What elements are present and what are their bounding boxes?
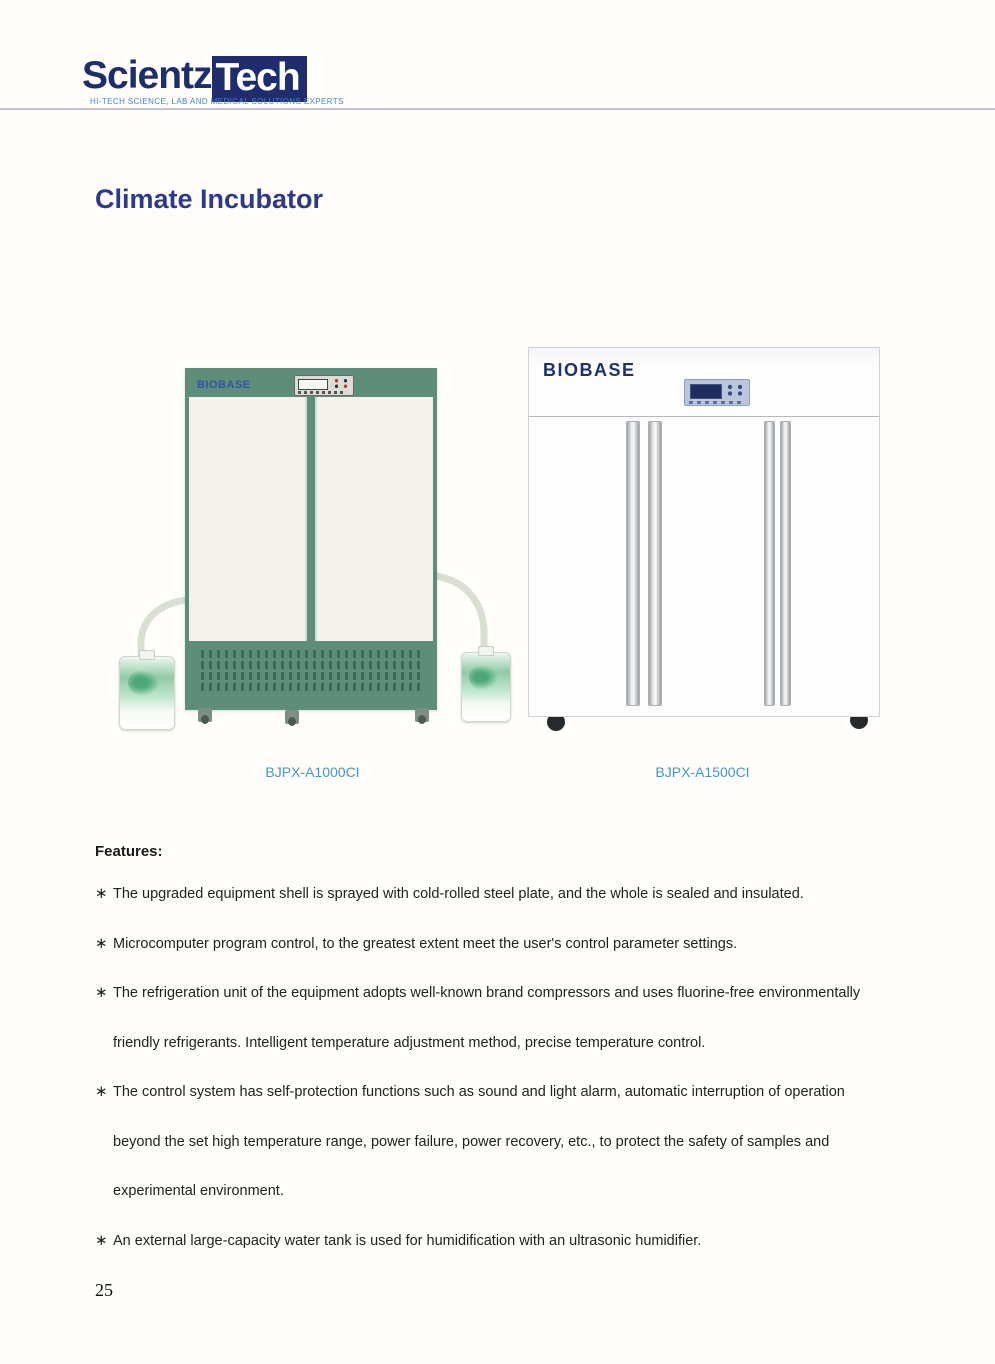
- door-handle: [648, 421, 662, 706]
- feature-item: [95, 1232, 935, 1282]
- panel-buttons: [725, 383, 745, 397]
- bullet-marker: ∗: [95, 1083, 108, 1100]
- door-handle: [626, 421, 640, 706]
- logo-tagline: HI-TECH SCIENCE, LAB AND MEDICAL SOLUTIONS EXPERTS: [90, 97, 344, 106]
- bullet-marker: ∗: [95, 984, 108, 1001]
- panel-buttons: [332, 378, 350, 389]
- features-heading: Features:: [95, 843, 163, 860]
- bottle-cap: [139, 650, 155, 660]
- company-logo: [82, 56, 307, 102]
- cabinet-top-divider: [529, 416, 879, 417]
- feature-text: experimental environment.: [113, 1183, 284, 1199]
- brand-label: BIOBASE: [197, 378, 251, 391]
- control-panel: [684, 379, 750, 406]
- feature-item: [95, 935, 935, 985]
- control-panel: [294, 375, 354, 396]
- bottle-water: [469, 665, 498, 689]
- bullet-marker: ∗: [95, 934, 108, 952]
- feature-line: [95, 1232, 935, 1282]
- feature-item: [95, 1083, 935, 1232]
- bullet-marker: ∗: [95, 1231, 108, 1249]
- caster-wheel: [415, 708, 429, 722]
- incubator-cabinet: [528, 347, 880, 717]
- feature-line: [95, 885, 935, 935]
- door-handle: [764, 421, 775, 706]
- caster-wheel: [285, 710, 299, 724]
- bottle-water: [128, 670, 160, 696]
- feature-line: [95, 935, 935, 985]
- logo-text-primary: Scientz: [82, 54, 212, 97]
- feature-line: [95, 1034, 935, 1084]
- display-screen: [298, 379, 328, 390]
- feature-text: The refrigeration unit of the equipment adopts well-known brand compressors and uses fluorine-free environmentally: [113, 985, 861, 1001]
- vent-grille: [201, 649, 421, 694]
- features-section: [95, 843, 935, 1281]
- door-handle: [780, 421, 791, 706]
- feature-line: [95, 1133, 935, 1183]
- header-divider: [0, 108, 995, 110]
- feature-text: Microcomputer program control, to the greatest extent meet the user's control parameter settings.: [113, 935, 738, 952]
- model-caption-left: BJPX-A1000CI: [265, 764, 360, 780]
- brand-label: BIOBASE: [543, 360, 636, 380]
- feature-line: [95, 984, 935, 1034]
- humidifier-bottle-left: [119, 656, 175, 730]
- ventilation-section: [189, 641, 433, 706]
- double-doors: [189, 397, 433, 641]
- door-divider-handle: [305, 397, 317, 641]
- feature-text: friendly refrigerants. Intelligent temperature adjustment method, precise temperature control.: [113, 1034, 706, 1051]
- feature-text: An external large-capacity water tank is used for humidification with an ultrasonic humidifier.: [113, 1232, 702, 1249]
- page-title: Climate Incubator: [95, 184, 324, 214]
- humidifier-bottle-right: [461, 652, 511, 722]
- feature-line: [95, 1182, 935, 1232]
- feature-item: [95, 984, 935, 1083]
- caster-wheel: [198, 708, 212, 722]
- incubator-cabinet: [185, 368, 437, 710]
- feature-text: The control system has self-protection functions such as sound and light alarm, automatic interruption of operation: [113, 1084, 845, 1100]
- features-list: [95, 885, 935, 1281]
- product-image-bjpx-a1500ci: [525, 345, 885, 737]
- page-number: 25: [95, 1280, 113, 1300]
- feature-item: [95, 885, 935, 935]
- feature-text: The upgraded equipment shell is sprayed with cold-rolled steel plate, and the whole is sealed and insulated.: [113, 886, 804, 902]
- feature-text: beyond the set high temperature range, power failure, power recovery, etc., to protect the safety of samples and: [113, 1133, 830, 1150]
- panel-key-row: [298, 391, 344, 394]
- bullet-marker: ∗: [95, 885, 108, 902]
- logo-text-secondary: Tech: [212, 56, 307, 102]
- bottle-cap: [478, 646, 494, 656]
- display-screen: [690, 384, 722, 399]
- model-caption-right: BJPX-A1500CI: [655, 764, 750, 780]
- feature-line: [95, 1083, 935, 1133]
- product-image-bjpx-a1000ci: [115, 360, 515, 730]
- panel-key-row: [689, 401, 743, 404]
